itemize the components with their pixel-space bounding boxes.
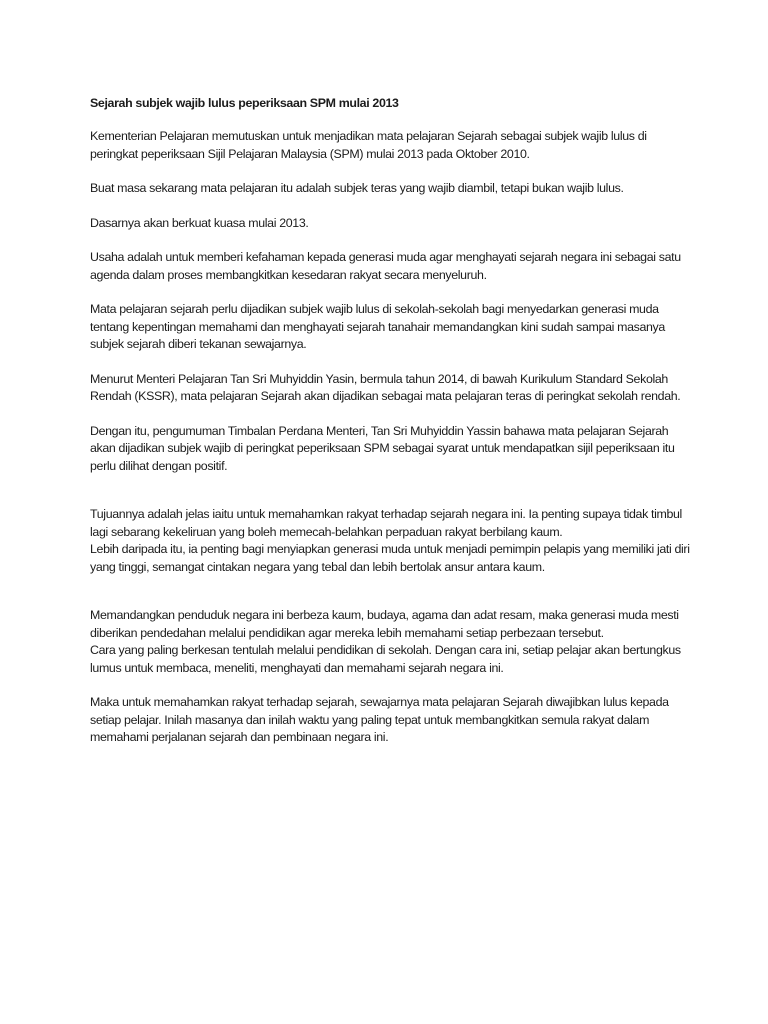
- text-line: akan dijadikan subjek wajib di peringkat peperiksaan SPM sebagai syarat untuk mendapatkan sijil peperiksaan itu: [90, 441, 675, 455]
- text-line: yang tinggi, semangat cintakan negara yang tebal dan lebih bertolak ansur antara kaum.: [90, 559, 545, 574]
- text-line: Menurut Menteri Pelajaran Tan Sri Muhyiddin Yasin, bermula tahun 2014, di bawah Kurikulum Standard Sekolah: [90, 371, 668, 386]
- text-line: setiap pelajar. Inilah masanya dan inilah waktu yang paling tepat untuk membangkitkan semula rakyat dalam: [90, 712, 650, 727]
- text-line: agenda dalam proses membangkitkan kesedaran rakyat secara menyeluruh.: [90, 267, 487, 282]
- paragraph-6: [90, 371, 690, 406]
- paragraph-2: [90, 180, 690, 198]
- text-line: Maka untuk memahamkan rakyat terhadap sejarah, sewajarnya mata pelajaran Sejarah diwajibkan lulus kepada: [90, 695, 669, 709]
- text-line: Rendah (KSSR), mata pelajaran Sejarah akan dijadikan sebagai mata pelajaran teras di peringkat sekolah rendah.: [90, 389, 681, 403]
- text-line: Memandangkan penduduk negara ini berbeza kaum, budaya, agama dan adat resam, maka generasi muda mesti: [90, 608, 679, 622]
- paragraph-9: [90, 541, 690, 576]
- text-line: perlu dilihat dengan positif.: [90, 458, 228, 473]
- text-line: tentang kepentingan memahami dan menghayati sejarah tanahair memandangkan kini sudah sampai masanya: [90, 319, 665, 334]
- paragraph-5: [90, 301, 690, 354]
- text-line: Dengan itu, pengumuman Timbalan Perdana Menteri, Tan Sri Muhyiddin Yassin bahawa mata pelajaran Sejarah: [90, 423, 669, 438]
- paragraph-1: [90, 128, 690, 163]
- text-line: Mata pelajaran sejarah perlu dijadikan subjek wajib lulus di sekolah-sekolah bagi menyedarkan generasi muda: [90, 302, 659, 316]
- paragraph-10: [90, 607, 690, 642]
- text-line: Kementerian Pelajaran memutuskan untuk menjadikan mata pelajaran Sejarah sebagai subjek wajib lulus di: [90, 129, 647, 143]
- text-line: Usaha adalah untuk memberi kefahaman kepada generasi muda agar menghayati sejarah negara ini sebagai satu: [90, 250, 681, 264]
- paragraph-11: [90, 642, 690, 677]
- text-line: memahami perjalanan sejarah dan pembinaan negara ini.: [90, 730, 389, 744]
- paragraph-4: [90, 249, 690, 284]
- paragraph-8: [90, 506, 690, 541]
- text-line: Dasarnya akan berkuat kuasa mulai 2013.: [90, 215, 309, 230]
- document-title: Sejarah subjek wajib lulus peperiksaan SPM mulai 2013: [90, 96, 399, 110]
- text-line: lumus untuk membaca, meneliti, menghayati dan memahami sejarah negara ini.: [90, 660, 504, 675]
- document-page: [90, 96, 690, 764]
- paragraph-7: [90, 423, 690, 476]
- text-line: Buat masa sekarang mata pelajaran itu adalah subjek teras yang wajib diambil, tetapi bukan wajib lulus.: [90, 181, 624, 195]
- text-line: peringkat peperiksaan Sijil Pelajaran Malaysia (SPM) mulai 2013 pada Oktober 2010.: [90, 146, 530, 161]
- text-line: Lebih daripada itu, ia penting bagi menyiapkan generasi muda untuk menjadi pemimpin pelapis yang memiliki jati diri: [90, 542, 690, 556]
- text-line: Cara yang paling berkesan tentulah melalui pendidikan di sekolah. Dengan cara ini, setiap pelajar akan bertungkus: [90, 643, 681, 657]
- text-line: diberikan pendedahan melalui pendidikan agar mereka lebih memahami setiap perbezaan tersebut.: [90, 625, 604, 640]
- text-line: lagi sebarang kekeliruan yang boleh memecah-belahkan perpaduan rakyat berbilang kaum.: [90, 524, 563, 539]
- text-line: subjek sejarah diberi tekanan sewajarnya.: [90, 337, 307, 351]
- paragraph-12: [90, 694, 690, 747]
- paragraph-3: [90, 215, 690, 233]
- text-line: Tujuannya adalah jelas iaitu untuk memahamkan rakyat terhadap sejarah negara ini. Ia penting supaya tidak timbul: [90, 507, 682, 521]
